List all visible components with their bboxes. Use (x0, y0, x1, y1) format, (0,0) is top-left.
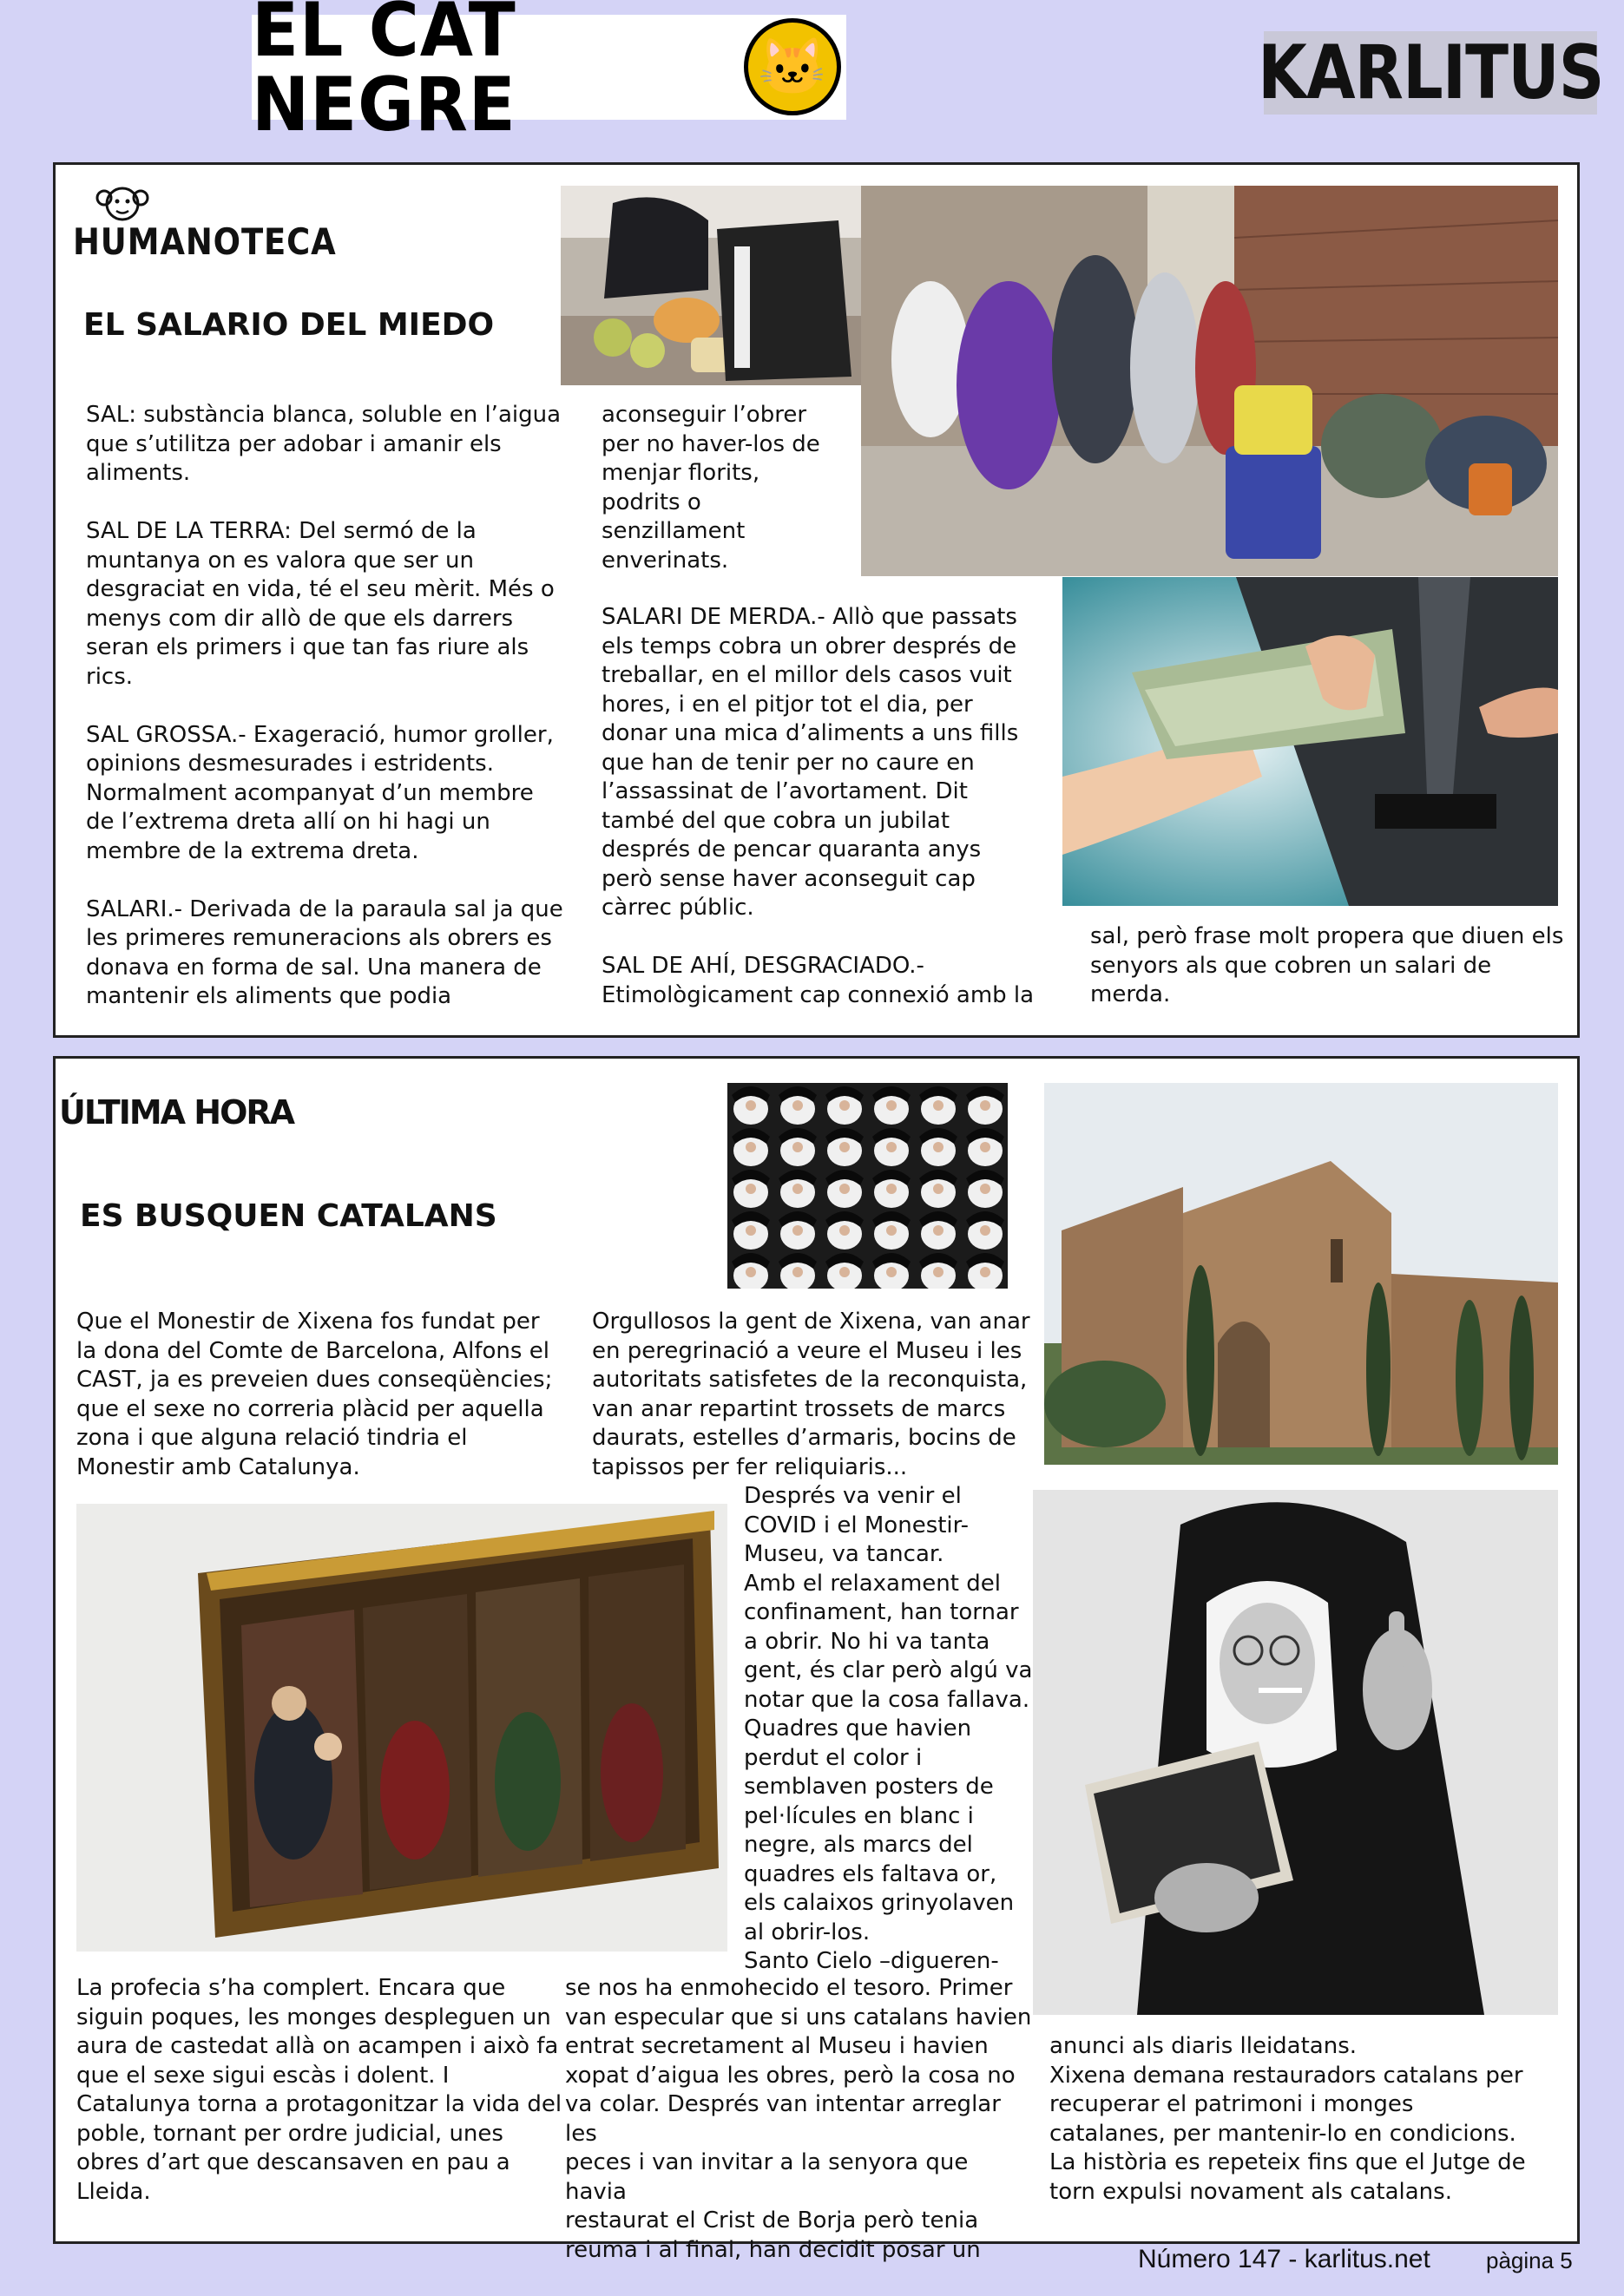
article2-column1-top: Que el Monestir de Xixena fos fundat per la dona del Comte de Barcelona, Alfons el CAST, ja es preveien dues conseqüències; que el sexe no correria plàcid per aquella zona i que alguna relació tindria el Monestir amb Catalunya. (76, 1309, 553, 1480)
nuns-crowd-photo (727, 1083, 1008, 1289)
article1-column2: SALARI DE MERDA.- Allò que passats els temps cobra un obrer després de treballar, en el millor dels casos vuit hores, i en el pitjor tot el dia, per donar una mica d’aliments a uns fills que han de tenir per no caure en l’assassinat de l’avortament. Dit també del que cobra un jubilat després de pencar quaranta anys però sense haver aconseguit cap càrrec públic. SAL DE AHÍ, DESGRACIADO.- Etimològicament cap connexió amb la (602, 604, 1035, 1008)
monkey-icon (92, 182, 153, 226)
masthead-title: EL CAT NEGRE (252, 0, 516, 148)
article2-column3: anunci als diaris lleidatans. Xixena demana restauradors catalans per recuperar el patrimoni i monges catalanes, per mantenir-lo en condicions. La història es repeteix fins que el Jutge de torn expulsi novament als catalans. (1049, 2033, 1526, 2205)
article2-column1-bottom: La profecia s’ha complert. Encara que siguin poques, les monges despleguen un aura de castedat allà on acampen i això fa que el sexe sigui escàs i dolent. I Catalunya torna a protagonitzar la vida del poble, tornant per ordre judicial, unes obres d’art que descansaven en pau a Lleida. (76, 1975, 562, 2205)
article1-title: EL SALARIO DEL MIEDO (83, 307, 495, 343)
issue-number: Número 147 - karlitus.net (1138, 2245, 1430, 2273)
article2-column2-middle: Després va venir el COVID i el Monestir- Museu, va tancar. Amb el relaxament del confinament, han tornar a obrir. No hi va tanta gent, és clar però algú va notar que la cosa fallava. Quadres que havien perdut el color i semblaven posters de pel·lícules en blanc i negre, als marcs del quadres els faltava or, els calaixos grinyolaven al obrir-los. Santo Cielo –digueren- (744, 1483, 1033, 1974)
article2-column2-bottom: se nos ha enmohecido el tesoro. Primer van especular que si uns catalans havien entrat secretament al Museu i havien xopat d’aigua les obres, però la cosa no va colar. Després van intentar arreglar les peces i van invitar a la senyora que havia restaurat el Crist de Borja però tenia reuma i al final, han decidit posar un (565, 1975, 1032, 2263)
page-number: pàgina 5 (1486, 2247, 1573, 2273)
monastery-photo (1044, 1083, 1558, 1465)
article2-title: ES BUSQUEN CATALANS (80, 1198, 497, 1234)
masthead-logo (252, 0, 846, 148)
article1-column3: sal, però frase molt propera que diuen els senyors als que cobren un salari de merda. (1090, 923, 1564, 1007)
brand-title: KARLITUS (1257, 30, 1604, 116)
altarpiece-photo (76, 1504, 727, 1952)
brand-logo (1257, 30, 1604, 116)
article2-column2-top: Orgullosos la gent de Xixena, van anar en peregrinació a veure el Museu i les autoritats satisfetes de la reconquista, van anar repartint trossets de marcs daurats, estelles d’armaris, bocins de tapissos per fer reliquiaris... (592, 1309, 1030, 1480)
money-handshake-photo (1062, 577, 1558, 906)
black-cat-icon: 🐱 (744, 18, 841, 115)
food-bags-photo (561, 186, 861, 385)
section-label-ultima-hora: ÚLTIMA HORA (59, 1093, 294, 1132)
article1-column1: SAL: substància blanca, soluble en l’aigua que s’utilitza per adobar i amanir els aliments. SAL DE LA TERRA: Del sermó de la muntanya on es valora que ser un desgraciat en vida, té el seu mèrit. Més o menys com dir allò de que els darrers seran els primers i que tan fas riure als rics. SAL GROSSA.- Exageració, humor groller, opinions desmesurades i estridents. Normalment acompanyat d’un membre de l’extrema dreta allí on hi hagi un membre de la extrema dreta. SALARI.- Derivada de la paraula sal ja que les primeres remuneracions als obrers es donava en forma de sal. Una manera de mantenir els aliments que podia (86, 402, 563, 1009)
section-label-humanoteca: HUMANOTECA (73, 220, 337, 263)
food-queue-photo (861, 186, 1558, 576)
smoking-nun-photo (1033, 1490, 1558, 2015)
article1-column2-top: aconseguir l’obrer per no haver-los de menjar florits, podrits o senzillament enverinats. (602, 402, 820, 574)
